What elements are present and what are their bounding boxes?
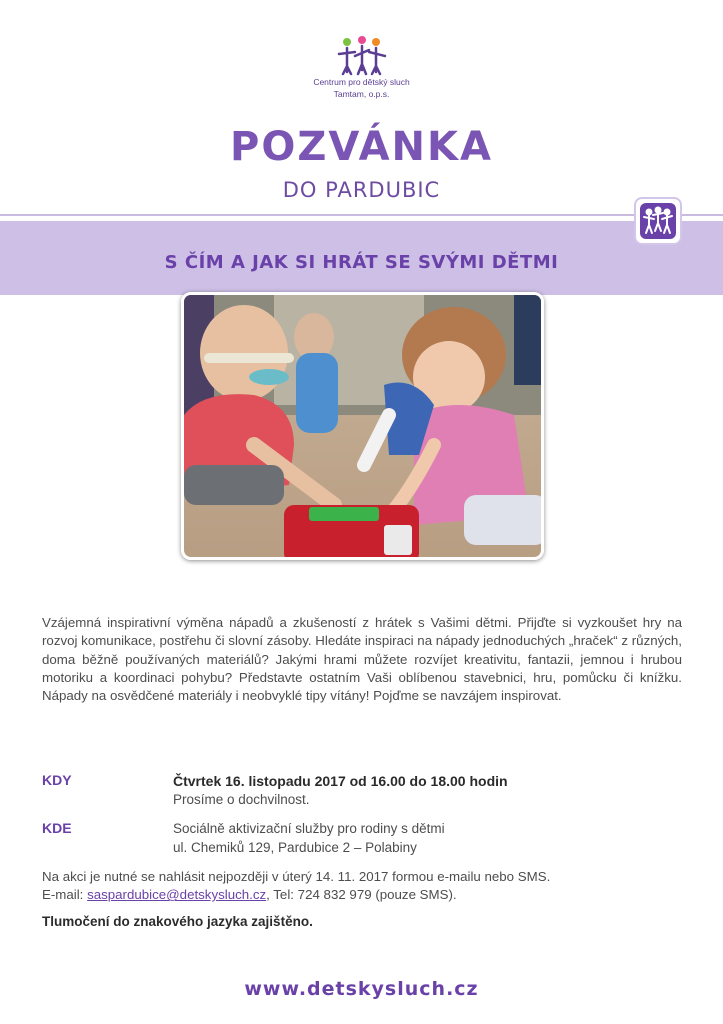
event-date-time: Čtvrtek 16. listopadu 2017 od 16.00 do 18.00 hodin bbox=[173, 773, 508, 789]
website-link[interactable]: www.detskysluch.cz bbox=[244, 978, 479, 1000]
email-link[interactable]: saspardubice@detskysluch.cz bbox=[87, 887, 267, 903]
registration-deadline: Na akci je nutné se nahlásit nejpozději v úterý 14. 11. 2017 formou e-mailu nebo SMS. bbox=[42, 869, 551, 884]
venue-address: ul. Chemiků 129, Pardubice 2 – Polabiny bbox=[173, 839, 417, 855]
where-label: KDE bbox=[42, 820, 72, 836]
punctuality-note: Prosíme o dochvilnost. bbox=[173, 791, 310, 807]
org-name: Centrum pro dětský sluch bbox=[313, 77, 410, 87]
topic-banner-text: S ČÍM A JAK SI HRÁT SE SVÝMI DĚTMI bbox=[164, 252, 559, 273]
tamtam-figures-icon bbox=[335, 36, 389, 76]
org-legal-name: Tamtam, o.p.s. bbox=[333, 89, 390, 99]
sign-language-note: Tlumočení do znakového jazyka zajištěno. bbox=[42, 914, 313, 929]
invitation-title: POZVÁNKA bbox=[230, 124, 493, 170]
contact-line bbox=[42, 886, 682, 904]
registration-note bbox=[42, 868, 682, 905]
organization-logo bbox=[0, 36, 723, 100]
phone-info: , Tel: 724 832 979 (pouze SMS). bbox=[266, 887, 457, 903]
event-description: Vzájemná inspirativní výměna nápadů a zkušeností z hrátek s Vašimi dětmi. Přijďte si vyzkoušet hry na rozvoj komunikace, postřehu či slovní zásoby. Hledáte inspiraci na nápady jednoduchých „hraček“ z různých, doma běžně používaných materiálů? Jakými hrami můžete rozvíjet kreativitu, fantazii, jemnou i hrubou motoriku a koordinaci pohybu? Představte ostatním Vaši oblíbenou stavebnici, hru, pomůcku či knížku. Nápady na osvědčené materiály i neobvyklé tipy vítány! Pojďme se navzájem inspirovat. bbox=[42, 615, 682, 704]
divider-line bbox=[0, 214, 723, 216]
email-prefix: E-mail: bbox=[42, 887, 88, 903]
when-details bbox=[173, 772, 508, 809]
when-label: KDY bbox=[42, 772, 72, 788]
children-playing-photo bbox=[181, 292, 544, 560]
invitation-subtitle: DO PARDUBIC bbox=[282, 178, 441, 202]
venue-name: Sociálně aktivizační služby pro rodiny s dětmi bbox=[173, 821, 445, 836]
dancing-people-icon bbox=[640, 203, 676, 239]
badge-icon-frame bbox=[634, 197, 682, 245]
where-details bbox=[173, 820, 445, 857]
